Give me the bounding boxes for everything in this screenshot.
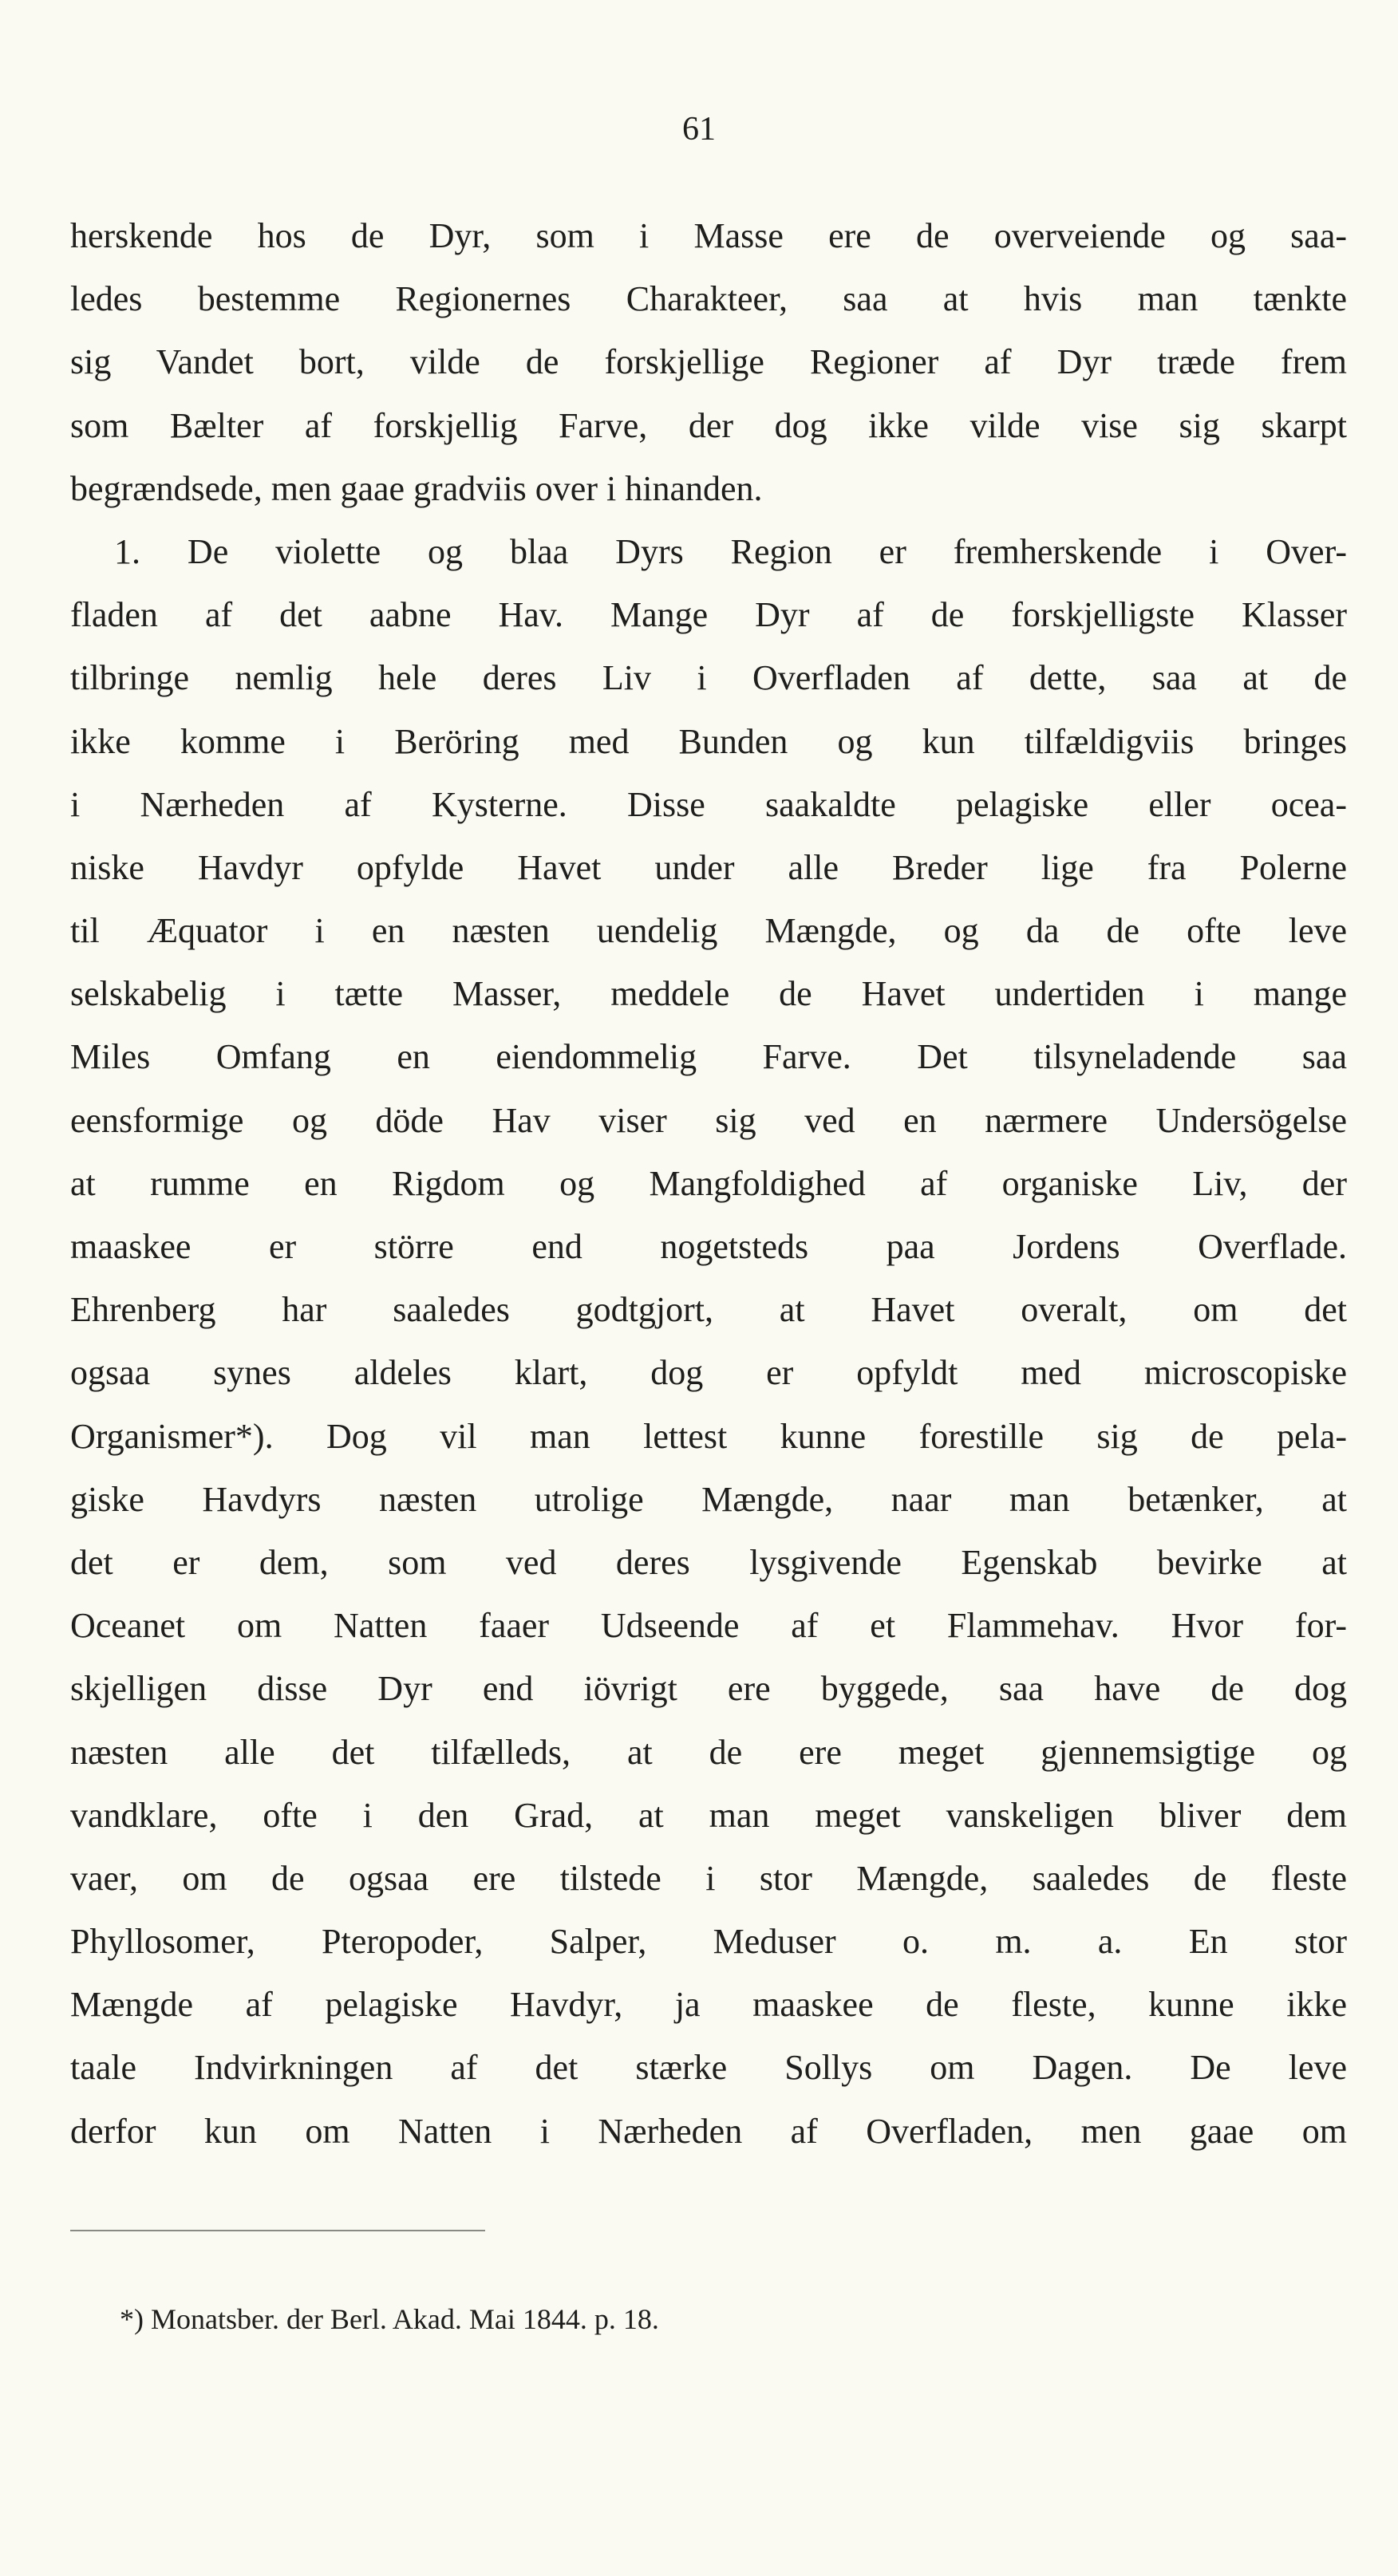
text-line: derfor kun om Natten i Nærheden af Overfladen, men gaae om [70,2111,1347,2151]
text-line: vaer, om de ogsaa ere tilstede i stor Mængde, saaledes de fleste [70,1858,1347,1898]
text-line: fladen af det aabne Hav. Mange Dyr af de forskjelligste Klasser [70,595,1347,635]
text-line: i Nærheden af Kysterne. Disse saakaldte pelagiske eller ocea- [70,784,1347,824]
text-line: det er dem, som ved deres lysgivende Egenskab bevirke at [70,1542,1347,1582]
text-line: 1. De violette og blaa Dyrs Region er fremherskende i Over- [114,531,1347,571]
text-line: som Bælter af forskjellig Farve, der dog ikke vilde vise sig skarpt [70,405,1347,445]
text-line: sig Vandet bort, vilde de forskjellige Regioner af Dyr træde frem [70,342,1347,382]
text-line: ikke komme i Beröring med Bunden og kun tilfældigviis bringes [70,721,1347,761]
text-line: Organismer*). Dog vil man lettest kunne forestille sig de pela- [70,1416,1347,1456]
text-line: selskabelig i tætte Masser, meddele de Havet undertiden i mange [70,974,1347,1014]
text-line: giske Havdyrs næsten utrolige Mængde, naar man betænker, at [70,1479,1347,1519]
text-line: at rumme en Rigdom og Mangfoldighed af organiske Liv, der [70,1163,1347,1203]
text-line: Mængde af pelagiske Havdyr, ja maaskee de fleste, kunne ikke [70,1985,1347,2025]
text-line: begrændsede, men gaae gradviis over i hinanden. [70,468,763,508]
body-text [70,204,1347,2163]
text-line: niske Havdyr opfylde Havet under alle Breder lige fra Polerne [70,847,1347,887]
text-line: ledes bestemme Regionernes Charakteer, saa at hvis man tænkte [70,279,1347,319]
footnote: *) Monatsber. der Berl. Akad. Mai 1844. p. 18. [120,2303,659,2335]
text-line: tilbringe nemlig hele deres Liv i Overfladen af dette, saa at de [70,658,1347,698]
text-line: Oceanet om Natten faaer Udseende af et Flammehav. Hvor for- [70,1606,1347,1646]
page-number: 61 [682,111,716,148]
footnote-divider [70,2230,485,2231]
text-line: Miles Omfang en eiendommelig Farve. Det tilsyneladende saa [70,1037,1347,1077]
text-line: til Æquator i en næsten uendelig Mængde, og da de ofte leve [70,911,1347,951]
text-line: Phyllosomer, Pteropoder, Salper, Meduser o. m. a. En stor [70,1922,1347,1962]
text-line: vandklare, ofte i den Grad, at man meget vanskeligen bliver dem [70,1795,1347,1835]
text-line: herskende hos de Dyr, som i Masse ere de overveiende og saa- [70,216,1347,255]
text-line: maaskee er större end nogetsteds paa Jordens Overflade. [70,1227,1347,1266]
text-line: Ehrenberg har saaledes godtgjort, at Havet overalt, om det [70,1290,1347,1330]
text-line: næsten alle det tilfælleds, at de ere meget gjennemsigtige og [70,1732,1347,1772]
text-line: eensformige og döde Hav viser sig ved en nærmere Undersögelse [70,1100,1347,1140]
text-line: skjelligen disse Dyr end iövrigt ere byggede, saa have de dog [70,1669,1347,1709]
text-line: taale Indvirkningen af det stærke Sollys om Dagen. De leve [70,2048,1347,2088]
text-line: ogsaa synes aldeles klart, dog er opfyldt med microscopiske [70,1353,1347,1393]
